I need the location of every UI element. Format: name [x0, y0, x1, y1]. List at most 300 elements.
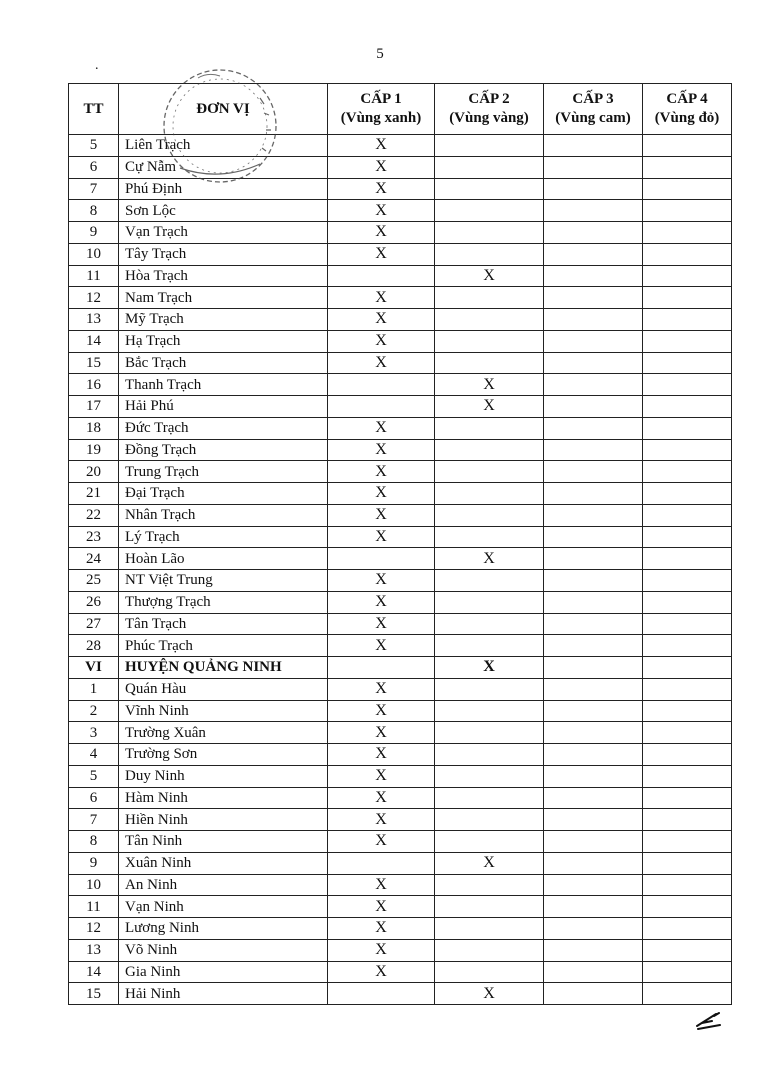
row-level-1-mark: X — [328, 439, 435, 461]
row-level-2-mark: X — [435, 265, 544, 287]
row-level-2-mark — [435, 417, 544, 439]
row-number: 17 — [69, 396, 119, 418]
row-unit-name: Quán Hàu — [119, 678, 328, 700]
row-unit-name: Hoàn Lão — [119, 548, 328, 570]
table-row — [69, 374, 732, 396]
table-row — [69, 852, 732, 874]
row-number: 4 — [69, 744, 119, 766]
row-number: 5 — [69, 765, 119, 787]
row-level-4-mark — [643, 831, 732, 853]
row-level-1-mark — [328, 983, 435, 1005]
row-level-3-mark — [544, 831, 643, 853]
row-unit-name: Thanh Trạch — [119, 374, 328, 396]
row-level-2-mark — [435, 613, 544, 635]
row-level-3-mark — [544, 243, 643, 265]
row-number: 13 — [69, 309, 119, 331]
row-number: 19 — [69, 439, 119, 461]
row-level-4-mark — [643, 657, 732, 679]
header-level-zone: (Vùng cam) — [555, 110, 631, 126]
row-level-3-mark — [544, 744, 643, 766]
stray-mark: . — [95, 58, 99, 73]
row-level-4-mark — [643, 483, 732, 505]
table-row — [69, 156, 732, 178]
table-row — [69, 678, 732, 700]
row-level-4-mark — [643, 439, 732, 461]
row-level-2-mark — [435, 483, 544, 505]
row-number: 20 — [69, 461, 119, 483]
row-level-1-mark — [328, 374, 435, 396]
row-number: VI — [69, 657, 119, 679]
row-number: 14 — [69, 330, 119, 352]
row-number: 10 — [69, 243, 119, 265]
row-number: 15 — [69, 983, 119, 1005]
header-level-2 — [435, 84, 544, 135]
row-level-1-mark: X — [328, 309, 435, 331]
row-unit-name: Hiền Ninh — [119, 809, 328, 831]
row-level-1-mark: X — [328, 787, 435, 809]
row-level-2-mark — [435, 309, 544, 331]
row-level-1-mark: X — [328, 200, 435, 222]
row-number: 15 — [69, 352, 119, 374]
row-level-1-mark: X — [328, 330, 435, 352]
table-row — [69, 744, 732, 766]
row-level-3-mark — [544, 439, 643, 461]
row-unit-name: Phú Định — [119, 178, 328, 200]
table-row — [69, 961, 732, 983]
row-number: 7 — [69, 809, 119, 831]
row-number: 8 — [69, 831, 119, 853]
row-level-3-mark — [544, 787, 643, 809]
table-row — [69, 200, 732, 222]
table-row — [69, 983, 732, 1005]
row-number: 14 — [69, 961, 119, 983]
table-row — [69, 591, 732, 613]
row-number: 27 — [69, 613, 119, 635]
row-level-3-mark — [544, 874, 643, 896]
row-level-4-mark — [643, 222, 732, 244]
row-level-3-mark — [544, 222, 643, 244]
row-level-3-mark — [544, 417, 643, 439]
table-row — [69, 439, 732, 461]
row-level-2-mark: X — [435, 852, 544, 874]
table-row — [69, 287, 732, 309]
row-level-3-mark — [544, 896, 643, 918]
row-level-4-mark — [643, 874, 732, 896]
table-row — [69, 613, 732, 635]
row-number: 9 — [69, 852, 119, 874]
row-level-3-mark — [544, 287, 643, 309]
row-level-3-mark — [544, 483, 643, 505]
row-unit-name: Võ Ninh — [119, 939, 328, 961]
row-level-3-mark — [544, 591, 643, 613]
table-row — [69, 352, 732, 374]
row-level-3-mark — [544, 722, 643, 744]
row-level-2-mark — [435, 352, 544, 374]
table-body — [69, 135, 732, 1005]
row-unit-name: Đại Trạch — [119, 483, 328, 505]
table-row — [69, 526, 732, 548]
table-row — [69, 309, 732, 331]
row-number: 28 — [69, 635, 119, 657]
header-level-label: CẤP 1 — [360, 91, 402, 107]
table-row — [69, 722, 732, 744]
row-number: 6 — [69, 787, 119, 809]
row-level-4-mark — [643, 744, 732, 766]
table-row — [69, 896, 732, 918]
row-level-4-mark — [643, 896, 732, 918]
row-level-4-mark — [643, 570, 732, 592]
row-unit-name: Nhân Trạch — [119, 504, 328, 526]
row-level-3-mark — [544, 265, 643, 287]
row-unit-name: Trung Trạch — [119, 461, 328, 483]
row-level-3-mark — [544, 635, 643, 657]
row-unit-name: Mỹ Trạch — [119, 309, 328, 331]
row-level-3-mark — [544, 135, 643, 157]
row-unit-name: Sơn Lộc — [119, 200, 328, 222]
row-level-2-mark — [435, 787, 544, 809]
table-row — [69, 918, 732, 940]
table-row — [69, 570, 732, 592]
row-level-1-mark: X — [328, 918, 435, 940]
row-level-2-mark — [435, 570, 544, 592]
row-level-2-mark: X — [435, 548, 544, 570]
row-unit-name: Hải Ninh — [119, 983, 328, 1005]
table-row — [69, 787, 732, 809]
table-row — [69, 635, 732, 657]
row-level-2-mark — [435, 526, 544, 548]
row-level-3-mark — [544, 396, 643, 418]
row-level-2-mark: X — [435, 657, 544, 679]
row-level-4-mark — [643, 309, 732, 331]
row-level-1-mark: X — [328, 591, 435, 613]
row-unit-name: Trường Xuân — [119, 722, 328, 744]
row-level-2-mark — [435, 156, 544, 178]
row-level-2-mark — [435, 243, 544, 265]
row-level-2-mark — [435, 678, 544, 700]
row-unit-name: Duy Ninh — [119, 765, 328, 787]
row-number: 9 — [69, 222, 119, 244]
row-unit-name: Hải Phú — [119, 396, 328, 418]
row-level-4-mark — [643, 526, 732, 548]
row-unit-name: Tây Trạch — [119, 243, 328, 265]
units-table — [68, 83, 732, 1005]
row-level-1-mark: X — [328, 635, 435, 657]
row-level-1-mark: X — [328, 287, 435, 309]
row-level-1-mark: X — [328, 700, 435, 722]
row-level-1-mark — [328, 396, 435, 418]
row-level-2-mark — [435, 635, 544, 657]
row-level-4-mark — [643, 243, 732, 265]
table-row — [69, 874, 732, 896]
header-level-1 — [328, 84, 435, 135]
row-level-4-mark — [643, 809, 732, 831]
row-number: 10 — [69, 874, 119, 896]
row-level-1-mark: X — [328, 352, 435, 374]
table-row — [69, 548, 732, 570]
row-unit-name: Liên Trạch — [119, 135, 328, 157]
row-unit-name: Xuân Ninh — [119, 852, 328, 874]
row-number: 11 — [69, 896, 119, 918]
row-level-2-mark — [435, 135, 544, 157]
row-level-3-mark — [544, 809, 643, 831]
row-level-4-mark — [643, 961, 732, 983]
row-level-4-mark — [643, 178, 732, 200]
table-row — [69, 504, 732, 526]
row-level-2-mark — [435, 874, 544, 896]
row-level-3-mark — [544, 613, 643, 635]
row-level-4-mark — [643, 287, 732, 309]
header-level-zone: (Vùng xanh) — [340, 110, 422, 126]
row-level-3-mark — [544, 156, 643, 178]
row-level-2-mark — [435, 700, 544, 722]
header-tt: TT — [69, 84, 119, 135]
row-level-4-mark — [643, 135, 732, 157]
row-level-3-mark — [544, 852, 643, 874]
row-level-1-mark: X — [328, 504, 435, 526]
row-number: 13 — [69, 939, 119, 961]
row-level-1-mark: X — [328, 896, 435, 918]
row-unit-name: Cự Nẫm — [119, 156, 328, 178]
row-unit-name: Vạn Ninh — [119, 896, 328, 918]
row-number: 1 — [69, 678, 119, 700]
row-level-4-mark — [643, 765, 732, 787]
row-level-4-mark — [643, 918, 732, 940]
row-level-2-mark — [435, 809, 544, 831]
row-number: 5 — [69, 135, 119, 157]
row-level-1-mark: X — [328, 570, 435, 592]
row-level-1-mark — [328, 548, 435, 570]
row-level-1-mark: X — [328, 461, 435, 483]
header-level-label: CẤP 4 — [666, 91, 708, 107]
table-row — [69, 831, 732, 853]
row-number: 3 — [69, 722, 119, 744]
header-level-zone: (Vùng đỏ) — [654, 110, 720, 126]
row-level-4-mark — [643, 939, 732, 961]
row-level-4-mark — [643, 200, 732, 222]
row-level-3-mark — [544, 330, 643, 352]
row-level-3-mark — [544, 309, 643, 331]
row-level-4-mark — [643, 352, 732, 374]
row-level-1-mark: X — [328, 831, 435, 853]
row-level-3-mark — [544, 504, 643, 526]
row-level-1-mark: X — [328, 483, 435, 505]
table-row — [69, 765, 732, 787]
table-header — [69, 84, 732, 135]
row-level-1-mark: X — [328, 744, 435, 766]
header-unit: ĐƠN VỊ — [119, 84, 328, 135]
row-number: 24 — [69, 548, 119, 570]
row-level-4-mark — [643, 417, 732, 439]
table-row — [69, 330, 732, 352]
header-level-zone: (Vùng vàng) — [449, 110, 529, 126]
row-level-1-mark: X — [328, 526, 435, 548]
row-number: 18 — [69, 417, 119, 439]
row-unit-name: Hàm Ninh — [119, 787, 328, 809]
row-level-2-mark — [435, 461, 544, 483]
row-level-4-mark — [643, 461, 732, 483]
row-level-1-mark: X — [328, 613, 435, 635]
row-unit-name: Phúc Trạch — [119, 635, 328, 657]
row-level-1-mark: X — [328, 417, 435, 439]
table-row — [69, 461, 732, 483]
row-level-4-mark — [643, 374, 732, 396]
row-number: 7 — [69, 178, 119, 200]
row-level-1-mark — [328, 265, 435, 287]
row-level-2-mark: X — [435, 396, 544, 418]
row-level-4-mark — [643, 396, 732, 418]
table-row — [69, 243, 732, 265]
row-level-4-mark — [643, 787, 732, 809]
row-level-1-mark — [328, 657, 435, 679]
row-level-2-mark: X — [435, 983, 544, 1005]
header-level-3 — [544, 84, 643, 135]
row-level-3-mark — [544, 570, 643, 592]
row-level-2-mark — [435, 918, 544, 940]
row-level-1-mark: X — [328, 961, 435, 983]
row-unit-name: Bắc Trạch — [119, 352, 328, 374]
row-level-4-mark — [643, 635, 732, 657]
row-level-2-mark — [435, 961, 544, 983]
row-number: 6 — [69, 156, 119, 178]
row-level-2-mark — [435, 330, 544, 352]
table-row — [69, 135, 732, 157]
row-unit-name: NT Việt Trung — [119, 570, 328, 592]
row-level-3-mark — [544, 983, 643, 1005]
row-unit-name: Hạ Trạch — [119, 330, 328, 352]
table-row — [69, 417, 732, 439]
row-level-3-mark — [544, 939, 643, 961]
row-number: 2 — [69, 700, 119, 722]
signature-mark — [694, 1010, 722, 1032]
row-unit-name: Gia Ninh — [119, 961, 328, 983]
row-level-3-mark — [544, 700, 643, 722]
row-level-2-mark — [435, 744, 544, 766]
row-number: 11 — [69, 265, 119, 287]
row-level-2-mark — [435, 222, 544, 244]
row-level-1-mark: X — [328, 809, 435, 831]
row-unit-name: Đồng Trạch — [119, 439, 328, 461]
header-level-4 — [643, 84, 732, 135]
row-level-3-mark — [544, 765, 643, 787]
row-level-4-mark — [643, 613, 732, 635]
table-group-row — [69, 657, 732, 679]
row-level-4-mark — [643, 330, 732, 352]
row-level-4-mark — [643, 548, 732, 570]
row-level-1-mark: X — [328, 765, 435, 787]
table-row — [69, 700, 732, 722]
row-level-2-mark — [435, 504, 544, 526]
row-number: 8 — [69, 200, 119, 222]
row-level-4-mark — [643, 983, 732, 1005]
row-level-2-mark — [435, 765, 544, 787]
row-level-3-mark — [544, 526, 643, 548]
row-unit-name: Lý Trạch — [119, 526, 328, 548]
row-level-1-mark: X — [328, 243, 435, 265]
row-unit-name: Thượng Trạch — [119, 591, 328, 613]
row-unit-name: Vạn Trạch — [119, 222, 328, 244]
row-number: 25 — [69, 570, 119, 592]
row-number: 12 — [69, 918, 119, 940]
row-level-3-mark — [544, 918, 643, 940]
row-level-1-mark: X — [328, 156, 435, 178]
row-level-3-mark — [544, 178, 643, 200]
row-unit-name: Đức Trạch — [119, 417, 328, 439]
row-unit-name: Nam Trạch — [119, 287, 328, 309]
row-number: 21 — [69, 483, 119, 505]
row-level-2-mark — [435, 831, 544, 853]
row-level-3-mark — [544, 657, 643, 679]
row-level-4-mark — [643, 722, 732, 744]
row-level-2-mark — [435, 722, 544, 744]
table-row — [69, 265, 732, 287]
row-level-4-mark — [643, 700, 732, 722]
row-unit-name: Lương Ninh — [119, 918, 328, 940]
row-unit-name: HUYỆN QUẢNG NINH — [119, 657, 328, 679]
table-row — [69, 809, 732, 831]
row-level-2-mark — [435, 591, 544, 613]
table-row — [69, 396, 732, 418]
row-level-4-mark — [643, 504, 732, 526]
row-number: 23 — [69, 526, 119, 548]
row-level-3-mark — [544, 548, 643, 570]
page-number: 5 — [376, 46, 384, 62]
row-level-4-mark — [643, 591, 732, 613]
row-level-4-mark — [643, 678, 732, 700]
row-level-4-mark — [643, 265, 732, 287]
row-number: 26 — [69, 591, 119, 613]
row-level-2-mark — [435, 939, 544, 961]
row-level-2-mark — [435, 200, 544, 222]
row-level-3-mark — [544, 352, 643, 374]
row-unit-name: An Ninh — [119, 874, 328, 896]
row-level-4-mark — [643, 156, 732, 178]
row-level-3-mark — [544, 461, 643, 483]
row-unit-name: Trường Sơn — [119, 744, 328, 766]
row-level-2-mark: X — [435, 374, 544, 396]
table-row — [69, 222, 732, 244]
row-level-1-mark: X — [328, 722, 435, 744]
row-unit-name: Tân Ninh — [119, 831, 328, 853]
row-number: 22 — [69, 504, 119, 526]
row-level-1-mark: X — [328, 178, 435, 200]
row-number: 12 — [69, 287, 119, 309]
row-level-1-mark: X — [328, 939, 435, 961]
table-row — [69, 939, 732, 961]
row-level-3-mark — [544, 961, 643, 983]
table-row — [69, 483, 732, 505]
row-unit-name: Vĩnh Ninh — [119, 700, 328, 722]
row-level-2-mark — [435, 896, 544, 918]
row-level-1-mark: X — [328, 222, 435, 244]
row-unit-name: Tân Trạch — [119, 613, 328, 635]
row-level-3-mark — [544, 374, 643, 396]
header-level-label: CẤP 2 — [468, 91, 510, 107]
row-unit-name: Hòa Trạch — [119, 265, 328, 287]
row-level-4-mark — [643, 852, 732, 874]
row-number: 16 — [69, 374, 119, 396]
row-level-1-mark: X — [328, 874, 435, 896]
row-level-1-mark: X — [328, 135, 435, 157]
row-level-1-mark: X — [328, 678, 435, 700]
row-level-3-mark — [544, 678, 643, 700]
header-level-label: CẤP 3 — [572, 91, 614, 107]
row-level-2-mark — [435, 287, 544, 309]
row-level-3-mark — [544, 200, 643, 222]
table-row — [69, 178, 732, 200]
row-level-2-mark — [435, 178, 544, 200]
row-level-2-mark — [435, 439, 544, 461]
row-level-1-mark — [328, 852, 435, 874]
